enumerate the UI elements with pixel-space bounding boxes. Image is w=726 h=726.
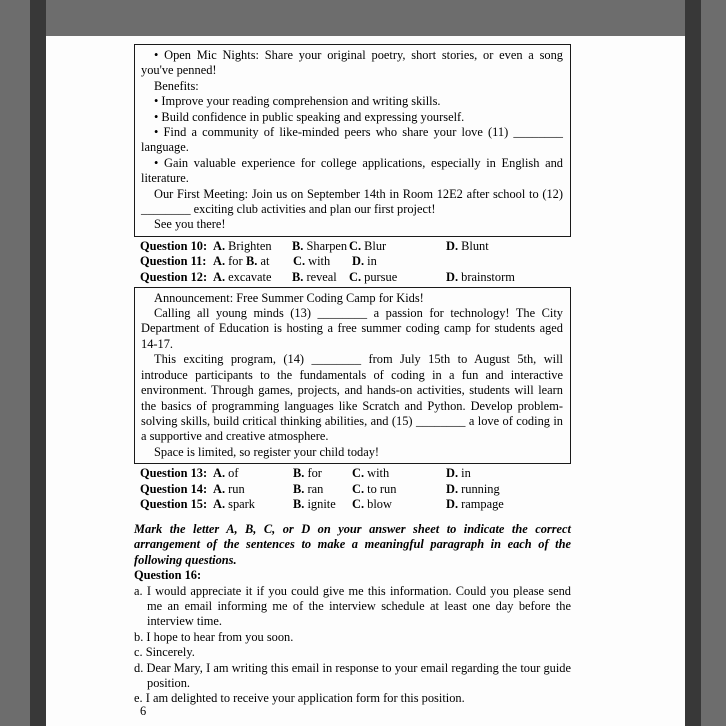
passage-line: This exciting program, (14) ________ from July 15th to August 5th, will introduce participants to the fundamentals of coding in a fun and interactive environment. Through games, projects, and hands-on activities, students will learn the basics of programming languages like Scratch and Python. Develop problem-solving skills, build critical thinking abilities, and (15) ________ a love of coding in a supportive and creative atmosphere. (141, 352, 563, 444)
option-b: B. ran (293, 481, 324, 496)
passage-line: Our First Meeting: Join us on September 14th in Room 12E2 after school to (12) ________ exciting club activities and plan our first project! (141, 186, 563, 217)
section-instruction: Mark the letter A, B, C, or D on your answer sheet to indicate the correct arrangement of the sentences to make a meaningful paragraph in each of the following questions. (134, 521, 571, 567)
option-b: B. ignite (293, 497, 336, 512)
passage-line: • Improve your reading comprehension and writing skills. (154, 94, 441, 109)
passage-box-open-mic (134, 44, 571, 237)
option-c: C. Blur (349, 238, 387, 253)
passage-line: • Build confidence in public speaking and expressing yourself. (154, 109, 465, 124)
question-label: Question 15: (140, 497, 208, 512)
passage-line: • Gain valuable experience for college applications, especially in English and literature. (141, 155, 563, 186)
passage-line: See you there! (154, 217, 226, 232)
option-b: B. for (293, 466, 322, 481)
option-a: A. of (213, 466, 239, 481)
question-row-13 (134, 466, 571, 482)
question-row-12 (134, 270, 571, 286)
page-content (46, 36, 685, 707)
option-a: A. Brighten (213, 238, 272, 253)
passage-line: Benefits: (154, 78, 199, 93)
option-c: C. with (352, 466, 390, 481)
document-page (46, 36, 685, 726)
question-label: Question 11: (140, 254, 207, 269)
question-row-10 (134, 239, 571, 255)
passage-line: • Find a community of like-minded peers who share your love (11) ________ language. (141, 125, 563, 155)
option-a: A. for (213, 254, 243, 269)
question-label: Question 13: (140, 466, 208, 481)
question-label: Question 14: (140, 481, 208, 496)
passage-line: Announcement: Free Summer Coding Camp for Kids! (154, 290, 424, 305)
option-b: B. Sharpen (292, 238, 348, 253)
option-c: C. pursue (349, 270, 398, 285)
option-d: D. in (352, 254, 377, 269)
left-shadow-strip (30, 0, 46, 726)
questions-10-12 (134, 237, 571, 287)
option-b: B. at (246, 254, 270, 269)
question-row-14 (134, 482, 571, 498)
option-d: D. Blunt (446, 238, 489, 253)
option-c: C. blow (352, 497, 392, 512)
question-label: Question 12: (140, 270, 208, 285)
option-d: D. rampage (446, 497, 504, 512)
page-number: 6 (140, 704, 147, 718)
sentence-item-e: e. I am delighted to receive your application form for this position. (134, 691, 465, 706)
questions-13-15 (134, 464, 571, 514)
option-d: D. in (446, 466, 471, 481)
option-d: D. brainstorm (446, 270, 515, 285)
sentence-item-d: d. Dear Mary, I am writing this email in response to your email regarding the tour guide position. (134, 660, 571, 690)
sentence-item-c: c. Sincerely. (134, 645, 195, 660)
question-row-15 (134, 497, 571, 513)
option-b: B. reveal (292, 270, 337, 285)
option-c: C. with (293, 254, 331, 269)
option-a: A. run (213, 481, 245, 496)
option-a: A. spark (213, 497, 255, 512)
question-16-label: Question 16: (134, 568, 202, 583)
passage-line: • Open Mic Nights: Share your original poetry, short stories, or even a song you've penned! (141, 48, 563, 78)
right-shadow-strip (685, 0, 701, 726)
option-a: A. excavate (213, 270, 272, 285)
passage-box-coding-camp (134, 287, 571, 464)
question-label: Question 10: (140, 238, 208, 253)
sentence-item-b: b. I hope to hear from you soon. (134, 629, 294, 644)
passage-line: Calling all young minds (13) ________ a passion for technology! The City Department of Education is hosting a free summer coding camp for students aged 14-17. (141, 306, 563, 351)
option-d: D. running (446, 481, 500, 496)
question-row-11 (134, 254, 571, 270)
sentence-item-a: a. I would appreciate it if you could give me this information. Could you please send me an email informing me of the interview schedule at least one day before the interview time. (134, 583, 571, 629)
option-c: C. to run (352, 481, 397, 496)
passage-line: Space is limited, so register your child today! (154, 444, 380, 459)
